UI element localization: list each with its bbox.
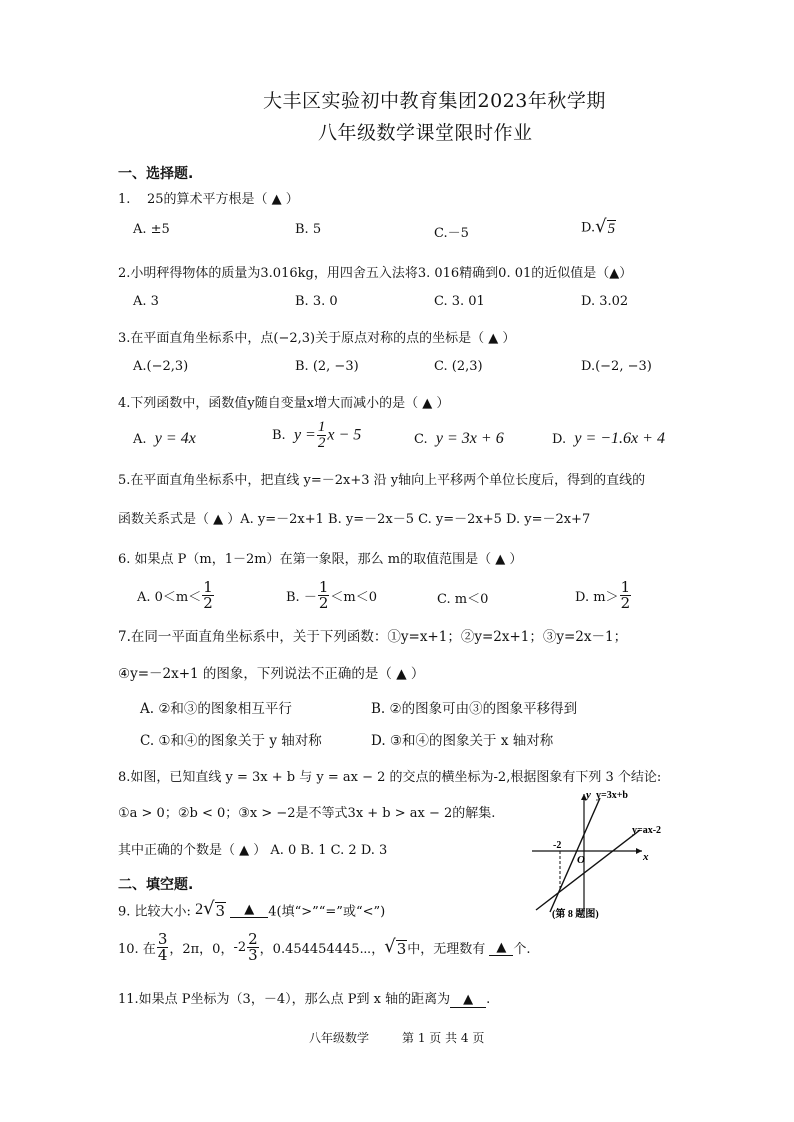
question-8-line1: 8.如图，已知直线 y = 3x + b 与 y = ax − 2 的交点的横坐标为-2,根据图象有下列 3 个结论: (118, 770, 662, 785)
q6-option-d: D. m＞ $\frac{1}{2}$ (575, 578, 631, 612)
q7-option-d: D. ③和④的图象关于 x 轴对称 (371, 733, 554, 749)
question-8-line3: 其中正确的个数是（ ▲ ） A. 0 B. 1 C. 2 D. 3 (118, 843, 388, 858)
section-title-choice: 一、选择题. (118, 166, 194, 182)
q8-figure (522, 784, 682, 919)
answer-blank[interactable]: ▲ (230, 902, 268, 918)
fraction: $\frac{1}{2}$ (620, 578, 631, 612)
q1-option-a: A. ±5 (133, 222, 170, 237)
q1-option-c: C.－5 (434, 226, 469, 241)
q7-option-b: B. ②的图象可由③的图象平移得到 (371, 701, 578, 717)
question-7-line1: 7.在同一平面直角坐标系中，关于下列函数：①y=x+1；②y=2x+1；③y=2x－1； (118, 629, 628, 645)
line-3x-plus-b (550, 798, 600, 912)
question-5-line1: 5.在平面直角坐标系中，把直线 y=－2x+3 沿 y轴向上平移两个单位长度后，得到的直线的 (118, 473, 646, 488)
q2-option-b: B. 3. 0 (295, 294, 338, 309)
question-7-line2: ④y=－2x+1 的图象，下列说法不正确的是（ ▲ ） (118, 666, 425, 682)
q2-option-d: D. 3.02 (581, 294, 629, 309)
fig-line2-label: y=ax-2 (632, 825, 662, 836)
question-11: 11.如果点 P坐标为（3，－4），那么点 P到 x 轴的距离为 ▲ . (118, 992, 491, 1007)
q6-option-c: C. m＜0 (437, 592, 489, 607)
fig-x-label: x (643, 851, 649, 863)
q6-option-a: A. 0＜m＜ $\frac{1}{2}$ (137, 578, 213, 612)
q2-option-c: C. 3. 01 (434, 294, 485, 309)
q4-option-d: D. y = −1.6x + 4 (552, 430, 665, 447)
q6-option-b: B. － $\frac{1}{2}$ ＜m＜0 (286, 578, 377, 612)
x-axis-arrow (636, 848, 642, 854)
question-5-line2: 函数关系式是（ ▲ ）A. y=－2x+1 B. y=－2x－5 C. y=－2x+5 D. y=－2x+7 (118, 512, 591, 527)
q4-option-c: C. y = 3x + 6 (414, 430, 504, 447)
question-10: 10. 在 $\frac{3}{4}$ ，2π，0，-2 $\frac{2}{3}$ ，0.454454445⋯， √ 3 中，无理数有 ▲ 个. (118, 930, 531, 964)
question-6: 6. 如果点 P（m，1－2m）在第一象限，那么 m的取值范围是（ ▲ ） (118, 552, 523, 567)
page-subtitle: 八年级数学课堂限时作业 (318, 122, 533, 144)
fig-minus2-label: -2 (553, 840, 562, 851)
answer-blank[interactable]: ▲ (489, 940, 513, 956)
q7-option-a: A. ②和③的图象相互平行 (140, 701, 292, 717)
q7-option-c: C. ①和④的图象关于 y 轴对称 (140, 733, 322, 749)
q4-option-b: B. y = $\frac{1}{2}$ x − 5 (272, 419, 362, 451)
fig-line1-label: y=3x+b (596, 790, 628, 801)
q1-text: 25的算术平方根是（ ▲ ） (146, 192, 299, 207)
footer-page-number: 第 1 页 共 4 页 (402, 1031, 485, 1045)
question-8-line2: ①a > 0；②b < 0；③x > −2是不等式3x + b > ax − 2的解集. (118, 806, 496, 821)
q1-option-b: B. 5 (295, 222, 322, 237)
question-3: 3.在平面直角坐标系中，点(−2,3)关于原点对称的点的坐标是（ ▲ ） (118, 331, 516, 346)
fraction: $\frac{1}{2}$ (318, 578, 329, 612)
fig-y-label: y (586, 789, 591, 801)
q3-option-a: A.(−2,3) (133, 359, 189, 374)
q1-option-d: D. √ 5 (581, 216, 616, 237)
footer-subject: 八年级数学 (309, 1031, 370, 1045)
q3-option-b: B. (2, −3) (295, 359, 359, 374)
sqrt-symbol: √ 3 (384, 935, 407, 958)
answer-blank[interactable]: ▲ (450, 992, 486, 1008)
fig-origin-label: O (577, 854, 585, 866)
q4-option-a: A. y = 4x (133, 430, 196, 447)
fraction: $\frac{1}{2}$ (317, 419, 326, 451)
q3-option-c: C. (2,3) (434, 359, 483, 374)
section-title-fill: 二、填空题. (118, 877, 194, 893)
fig-caption: (第 8 题图) (552, 909, 599, 919)
q2-option-a: A. 3 (133, 294, 159, 309)
question-4: 4.下列函数中，函数值y随自变量x增大而减小的是（ ▲ ） (118, 396, 450, 411)
fraction: $\frac{1}{2}$ (203, 578, 213, 612)
question-9: 9. 比较大小: 2 √ 3 ▲ 4(填“>”“=”或“<”) (118, 898, 386, 920)
question-1 (118, 188, 299, 207)
question-2: 2.小明秤得物体的质量为3.016kg，用四舍五入法将3. 016精确到0. 01的近似值是（▲） (118, 266, 633, 281)
fraction: $\frac{2}{3}$ (248, 930, 258, 964)
sqrt-symbol: √ 3 (203, 898, 226, 920)
sqrt-symbol: √ 5 (595, 216, 616, 237)
q1-num: 1. (118, 192, 131, 207)
page-title: 大丰区实验初中教育集团2023年秋学期 (263, 90, 606, 112)
line-ax-minus-2 (536, 830, 640, 910)
fraction: $\frac{3}{4}$ (157, 930, 168, 964)
q3-option-d: D.(−2, −3) (581, 359, 652, 374)
